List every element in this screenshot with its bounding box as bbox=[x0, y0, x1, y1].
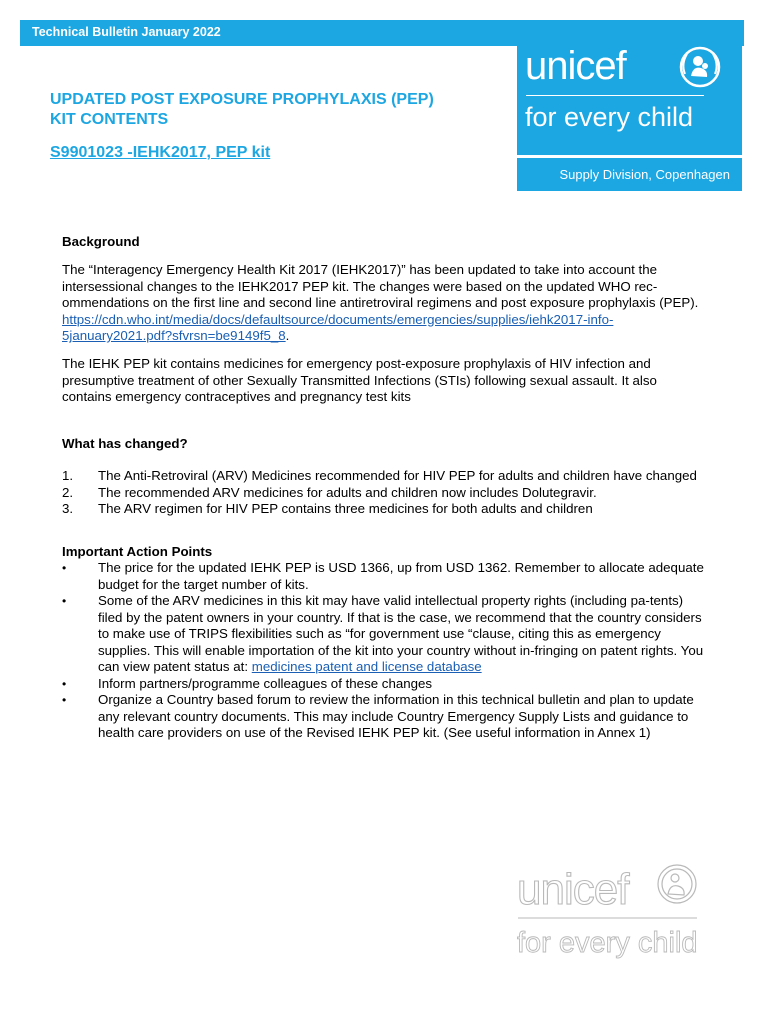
supply-division-box bbox=[517, 158, 742, 191]
footer-emblem-icon bbox=[658, 865, 696, 903]
list-item-text: The ARV regimen for HIV PEP contains three medicines for both adults and children bbox=[98, 501, 593, 516]
list-item bbox=[62, 560, 708, 593]
list-item bbox=[62, 485, 708, 502]
bulletin-label: Technical Bulletin January 2022 bbox=[32, 25, 221, 39]
background-paragraph-1-text: The “Interagency Emergency Health Kit 2017 (IEHK2017)” has been updated to take into account the intersessional changes to the IEHK2017 PEP kit. The changes were based on the updated WHO rec-ommendations on the first line and second line antiretroviral regimens and post exposure prophylaxis (PEP). bbox=[62, 262, 699, 310]
list-item bbox=[62, 468, 708, 485]
background-paragraph-1 bbox=[62, 262, 708, 345]
action-points-heading: Important Action Points bbox=[62, 544, 213, 559]
kit-subtitle-link[interactable]: S9901023 -IEHK2017, PEP kit bbox=[50, 144, 271, 161]
logo-divider bbox=[526, 95, 704, 96]
background-paragraph-1-end: . bbox=[285, 328, 290, 343]
action-item-3-text: Inform partners/programme colleagues of these changes bbox=[98, 675, 433, 691]
bullet-icon: • bbox=[62, 594, 67, 608]
who-document-link[interactable]: https://cdn.who.int/media/docs/defaultsource/documents/emergencies/supplies/iehk2017-info-5january2021.pdf?sfvrsn=be9149f5_8 bbox=[62, 311, 614, 343]
supply-division-label: Supply Division, Copenhagen bbox=[559, 167, 730, 182]
bullet-icon: • bbox=[62, 693, 67, 707]
list-item bbox=[62, 676, 708, 693]
unicef-logo bbox=[517, 42, 742, 155]
list-item-text: The Anti-Retroviral (ARV) Medicines recommended for HIV PEP for adults and children have changed bbox=[98, 468, 697, 483]
list-item-text: The recommended ARV medicines for adults and children now includes Dolutegravir. bbox=[98, 484, 597, 500]
list-number: 3. bbox=[62, 501, 74, 516]
bullet-icon: • bbox=[62, 561, 67, 575]
logo-wordmark: unicef bbox=[525, 44, 626, 88]
title-line-2: KIT CONTENTS bbox=[50, 111, 169, 128]
logo-tagline: for every child bbox=[525, 102, 694, 132]
background-paragraph-2: The IEHK PEP kit contains medicines for emergency post-exposure prophylaxis of HIV infection and presumptive treatment of other Sexually Transmitted Infections (STIs) following sexual assault. It also contains emergency contraceptives and pregnancy test kits bbox=[62, 356, 657, 404]
action-item-4-text: Organize a Country based forum to review the information in this technical bulletin and plan to update any relevant country documents. This may include Country Emergency Supply Lists and guidance to health care providers on use of the Revised IEHK PEP kit. (See useful information in Annex 1) bbox=[98, 692, 694, 740]
list-item bbox=[62, 593, 708, 676]
list-item bbox=[62, 692, 708, 742]
title-line-1: UPDATED POST EXPOSURE PROPHYLAXIS (PEP) bbox=[50, 91, 434, 108]
unicef-footer-logo bbox=[517, 862, 707, 962]
changes-heading: What has changed? bbox=[62, 436, 188, 451]
footer-logo-tagline: for every child bbox=[517, 927, 698, 959]
unicef-emblem-icon bbox=[677, 44, 723, 90]
action-item-1-text: The price for the updated IEHK PEP is USD 1366, up from USD 1362. Remember to allocate adequate budget for the target number of kits. bbox=[98, 560, 704, 592]
bullet-icon: • bbox=[62, 676, 67, 691]
patent-database-link[interactable]: medicines patent and license database bbox=[251, 659, 482, 674]
changes-list bbox=[62, 468, 708, 518]
footer-logo-wordmark: unicef bbox=[517, 865, 629, 914]
list-item bbox=[62, 501, 708, 518]
action-points-list bbox=[62, 560, 708, 742]
action-item-2-text: Some of the ARV medicines in this kit may have valid intellectual property rights (including pa-tents) filed by the patent owners in your country. If that is the case, we recommend that the country considers to make use of TRIPS flexibilities such as “for government use “clause, citing this as emergency supplies. This will enable importation of the kit into your country without in-fringing on patent rights. You can view patent status at: bbox=[98, 593, 704, 674]
background-heading: Background bbox=[62, 234, 140, 249]
list-number: 2. bbox=[62, 484, 74, 500]
list-number: 1. bbox=[62, 468, 74, 483]
page-title bbox=[50, 90, 434, 130]
